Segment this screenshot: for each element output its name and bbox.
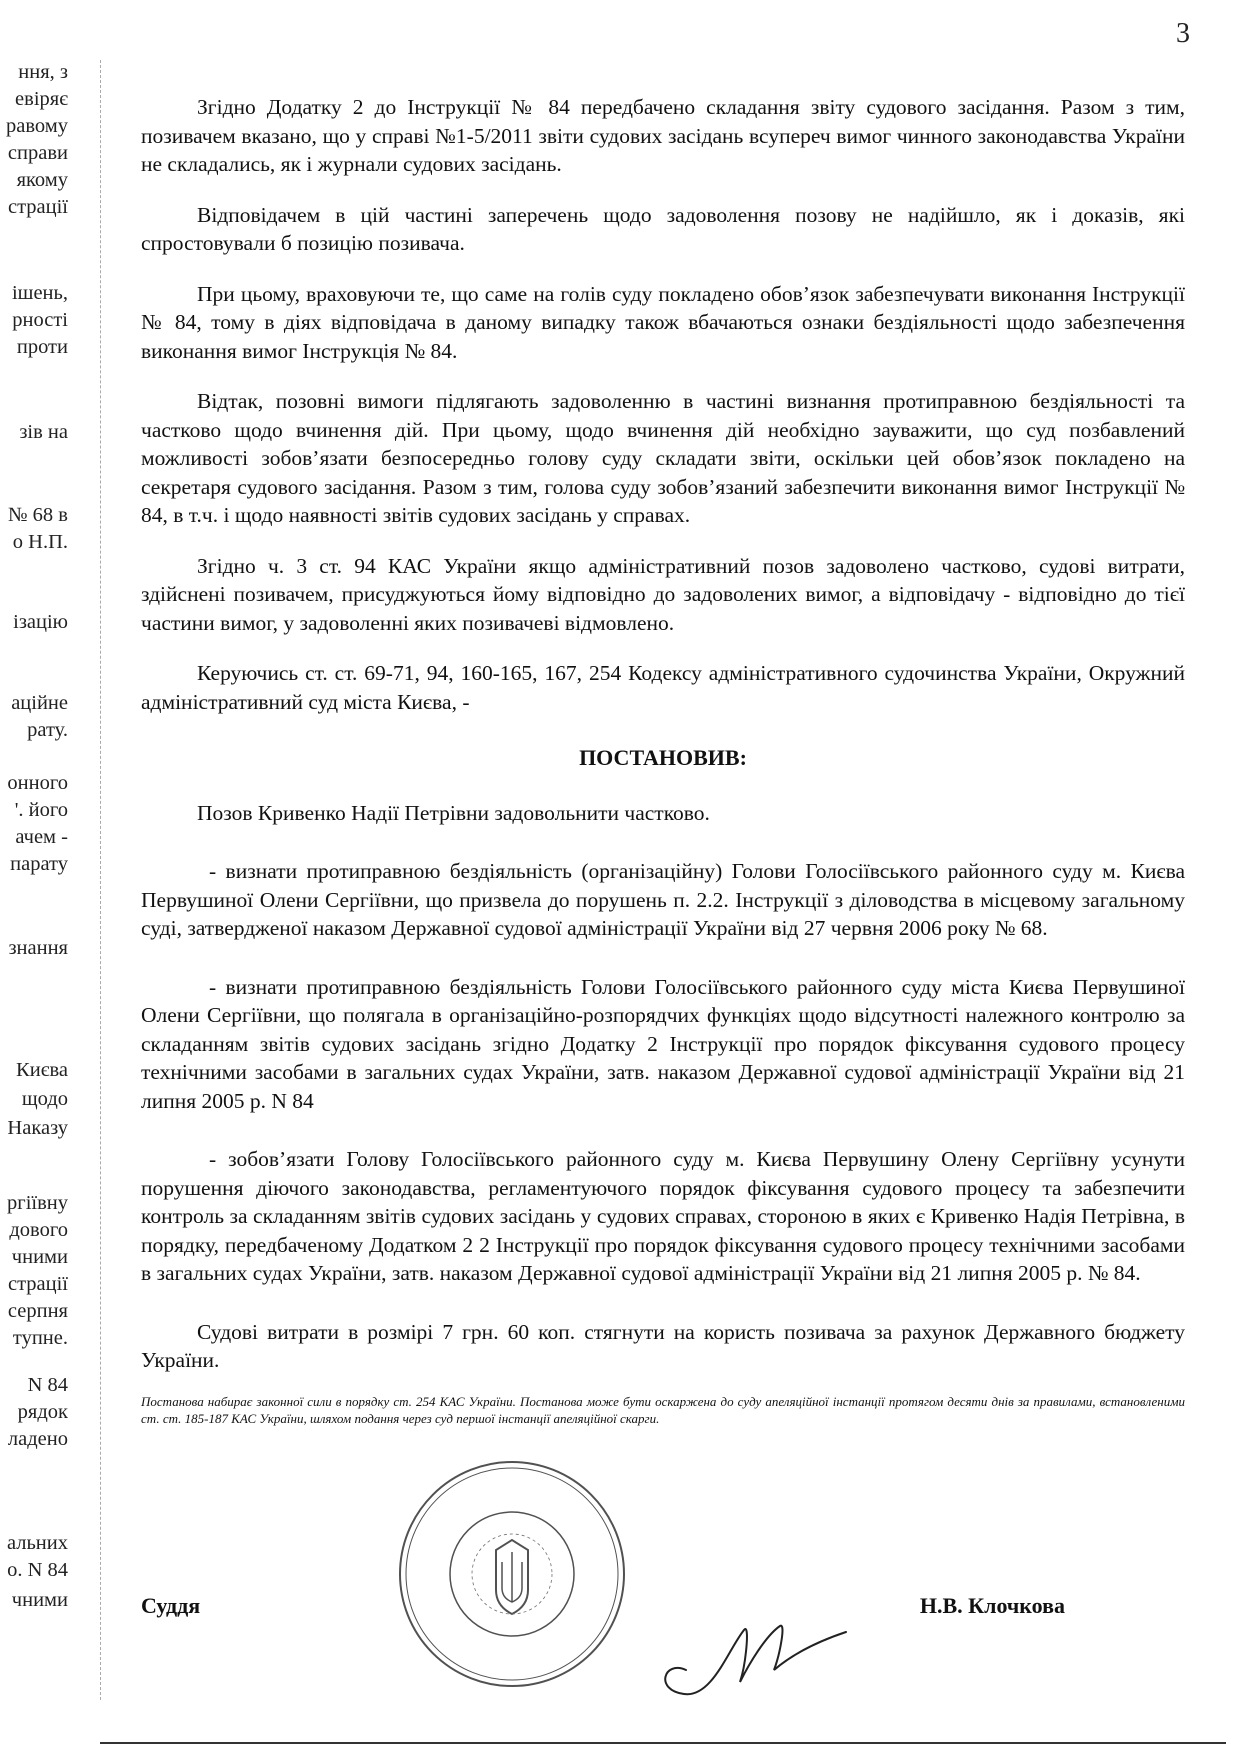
left-fragment: Наказу (7, 1117, 68, 1139)
margin-divider (100, 60, 101, 1700)
left-fragment: тупне. (12, 1327, 68, 1349)
left-fragment: чними (11, 1246, 68, 1268)
court-seal-stamp (396, 1458, 628, 1690)
left-fragment: дового (9, 1219, 68, 1241)
costs-paragraph: Судові витрати в розмірі 7 грн. 60 коп. стягнути на користь позивача за рахунок Державного бюджету України. (141, 1319, 1185, 1372)
decision-item: - визнати протиправною бездіяльність (організаційну) Голови Голосіївського районного суду м. Києва Первушиної Олени Сергіївни, що призвела до порушень п. 2.2. Інструкції з діловодства в місцевому загальному суді, затвердженої наказом Державної судової адміністрації України від 27 червня 2006 року № 68. (141, 859, 1185, 940)
paragraph: Відтак, позовні вимоги підлягають задоволенню в частині визнання протиправною бездіяльності та частково щодо вчинення дій. При цьому, щодо вчинення дій необхідно зауважити, що суд позбавлений можливості зобов’язати безпосередньо голову суду складати звіти, оскільки цей обов’язок покладено на секретаря судового засідання. Разом з тим, голова суду зобов’язаний забезпечити виконання вимог Інструкції № 84, в т.ч. і щодо наявності звітів судових засідань у справах. (141, 389, 1185, 527)
paragraph: Керуючись ст. ст. 69-71, 94, 160-165, 167, 254 Кодексу адміністративного судочинства України, Окружний адміністративний суд міста Києва, - (141, 661, 1185, 714)
decision-intro: Позов Кривенко Надії Петрівни задовольнити частково. (197, 800, 710, 825)
left-fragment: рності (12, 309, 68, 331)
left-fragment: о Н.П. (12, 531, 68, 553)
left-fragment: знання (8, 937, 68, 959)
left-fragment: щодо (21, 1088, 68, 1110)
left-fragment: евіряє (15, 88, 68, 110)
left-fragment: № 68 в (8, 504, 68, 526)
left-fragment: зів на (19, 421, 68, 443)
left-fragment: альних (6, 1532, 68, 1554)
document-body (141, 93, 1185, 1427)
left-fragment: парату (10, 853, 68, 875)
left-fragment: о. N 84 (7, 1559, 68, 1581)
left-fragment: ргіївну (7, 1192, 68, 1214)
decision-item: - зобов’язати Голову Голосіївського районного суду м. Києва Первушину Олену Сергіївну усунути порушення діючого законодавства, регламентуючого порядок фіксування судового процесу та забезпечити контроль за складанням звітів судових засідань у судових справах, стороною в яких є Кривенко Надія Петрівна, в порядку, передбаченому Додатком 2 2 Інструкції про порядок фіксування судового процесу технічними засобами в загальних судах України, затв. наказом Державної судової адміністрації України від 21 липня 2005 р. № 84. (141, 1147, 1185, 1285)
left-fragment: серпня (7, 1300, 68, 1322)
paragraph: Відповідачем в цій частині заперечень щодо задоволення позову не надійшло, як і доказів, які спростовували б позицію позивача. (141, 202, 1185, 255)
left-fragment: чними (11, 1589, 68, 1611)
left-fragment: рату. (27, 719, 68, 741)
left-fragment: справи (7, 142, 68, 164)
page-bottom-border (100, 1742, 1226, 1744)
left-fragment: аційне (11, 692, 68, 714)
judge-name: Н.В. Клочкова (919, 1593, 1065, 1618)
paragraph: Згідно Додатку 2 до Інструкції № 84 передбачено складання звіту судового засідання. Разом з тим, позивачем вказано, що у справі №1-5/2011 звіти судових засідань всупереч вимог чинного законодавства України не складались, як і журнали судових засідань. (141, 95, 1185, 176)
decision-item: - визнати протиправною бездіяльність Голови Голосіївського районного суду міста Києва Первушиної Олени Сергіївни, що полягала в організаційно-розпорядчих функціях щодо відсутності належного контролю за складанням звітів судових засідань згідно Додатку 2 Інструкції про порядок фіксування судового процесу технічними засобами в загальних судах України, затв. наказом Державної судової адміністрації України від 21 липня 2005 р. N 84 (141, 974, 1185, 1113)
page-number: 3 (1176, 18, 1190, 49)
left-fragment: якому (16, 169, 68, 191)
left-fragment: ладено (7, 1428, 68, 1450)
left-fragment: ння, з (18, 61, 68, 83)
left-fragment: страції (7, 1273, 68, 1295)
judge-role: Суддя (141, 1593, 201, 1618)
decision-heading: ПОСТАНОВИВ: (579, 745, 747, 770)
paragraph: Згідно ч. 3 ст. 94 КАС України якщо адміністративний позов задоволено частково, судові витрати, здійснені позивачем, присуджуються йому відповідно до задоволених вимог, а відповідачу - відповідно до тієї частини вимог, у задоволенні яких позивачеві відмовлено. (141, 553, 1185, 635)
left-fragment: Києва (16, 1059, 68, 1081)
left-margin-fragments (0, 0, 100, 1752)
left-fragment: проти (16, 336, 68, 358)
handwritten-signature (650, 1610, 850, 1700)
left-fragment: равому (6, 115, 68, 137)
left-fragment: N 84 (27, 1374, 68, 1396)
appeal-footnote: Постанова набирає законної сили в порядку ст. 254 КАС України. Постанова може бути оскаржена до суду апеляційної інстанції протягом десяти днів за правилами, встановленими ст. ст. 185-187 КАС України, шляхом подання через суд першої інстанції апеляційної скарги. (141, 1393, 1185, 1426)
paragraph: При цьому, враховуючи те, що саме на голів суду покладено обов’язок забезпечувати виконання Інструкції № 84, тому в діях відповідача в даному випадку також вбачаються ознаки бездіяльності щодо забезпечення виконання вимог Інструкція № 84. (141, 281, 1185, 363)
left-fragment: ачем - (15, 826, 68, 848)
left-fragment: рядок (17, 1401, 68, 1423)
left-fragment: страції (7, 196, 68, 218)
left-fragment: онного (7, 772, 68, 794)
left-fragment: '. його (14, 799, 68, 821)
left-fragment: ішень, (11, 282, 68, 304)
left-fragment: ізацію (13, 611, 68, 633)
